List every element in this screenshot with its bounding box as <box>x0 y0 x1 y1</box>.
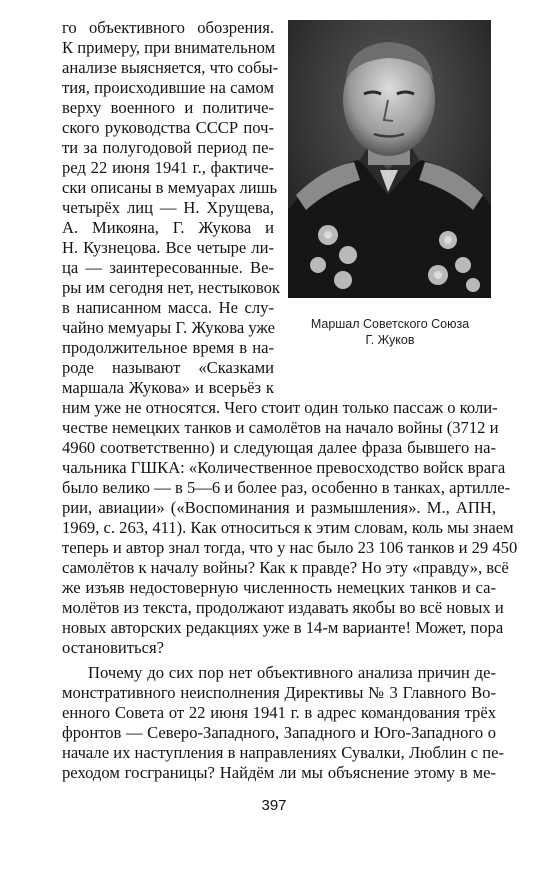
page-number: 397 <box>261 797 287 814</box>
text-line: ски описаны в мемуарах лишь <box>62 178 278 197</box>
text-line: реходом госграницы? Найдём ли мы объяснение этому в ме- <box>62 763 496 782</box>
photo-caption-line-1: Маршал Советского Союза <box>310 317 470 331</box>
portrait-photo <box>288 20 491 298</box>
text-line: монстративного неисполнения Директивы № 3 Главного Во- <box>62 683 496 702</box>
text-line: честве немецких танков и самолётов на начало войны (3712 и <box>62 418 499 437</box>
text-line: ца — заинтересованные. Ве- <box>62 258 274 277</box>
text-line: чальника ГШКА: «Количественное превосходство войск врага <box>62 458 506 477</box>
text-line: четырёх лиц — Н. Хрущева, <box>62 198 274 217</box>
text-line: Почему до сих пор нет объективного анализа причин де- <box>88 663 496 682</box>
text-line: начале их наступления в направлениях Сувалки, Люблин с пе- <box>62 743 504 762</box>
text-line: было велико — в 5—6 и более раз, особенно в танках, артилле- <box>62 478 511 497</box>
text-line: фронтов — Северо-Западного, Западного и Юго-Западного о <box>62 723 496 742</box>
text-line: го объективного обозрения. <box>62 18 274 37</box>
photo-caption-line-2: Г. Жуков <box>365 333 415 347</box>
text-line: ред 22 июня 1941 г., фактиче- <box>62 158 274 177</box>
text-line: ры им сегодня нет, нестыковок <box>62 278 280 297</box>
text-line: Н. Кузнецова. Все четыре ли- <box>62 238 274 257</box>
text-line: самолётов к началу войны? Как к правде? Но эту «правду», всё <box>62 558 509 577</box>
text-line: остановиться? <box>62 638 164 657</box>
text-line: 4960 соответственно) и следующая далее фраза бывшего на- <box>62 438 496 457</box>
text-line: 1969, с. 263, 411). Как относиться к этим словам, коль мы знаем <box>62 518 514 537</box>
text-line: же изъяв недостоверную численность немецких танков и са- <box>62 578 496 597</box>
text-line: в написанном масса. Не слу- <box>62 298 274 317</box>
text-line: роде называют «Сказками <box>62 358 274 377</box>
text-line: енного Совета от 22 июня 1941 г. в адрес командования трёх <box>62 703 496 722</box>
text-line: А. Микояна, Г. Жукова и <box>62 218 274 237</box>
text-line: верху военного и политиче- <box>62 98 274 117</box>
text-line: теперь и автор знал тогда, что у нас было 23 106 танков и 29 450 <box>62 538 518 557</box>
text-line: тия, происходившие на самом <box>62 78 274 97</box>
text-line: ского руководства СССР поч- <box>62 118 274 137</box>
text-line: чайно мемуары Г. Жукова уже <box>62 318 276 337</box>
text-line: ти за полугодовой период пе- <box>62 138 274 157</box>
text-line: К примеру, при внимательном <box>62 38 276 57</box>
text-line: маршала Жукова» и всерьёз к <box>62 378 274 397</box>
text-line: продолжительное время в на- <box>62 338 274 357</box>
text-line: рии, авиации» («Воспоминания и размышления». М., АПН, <box>62 498 496 517</box>
text-line: ним уже не относятся. Чего стоит один только пассаж о коли- <box>62 398 498 417</box>
text-line: анализе выясняется, что собы- <box>62 58 279 77</box>
text-line: новых авторских редакциях уже в 14-м варианте! Может, пора <box>62 618 504 637</box>
text-line: молётов из текста, продолжают издавать якобы во всё новых и <box>62 598 504 617</box>
